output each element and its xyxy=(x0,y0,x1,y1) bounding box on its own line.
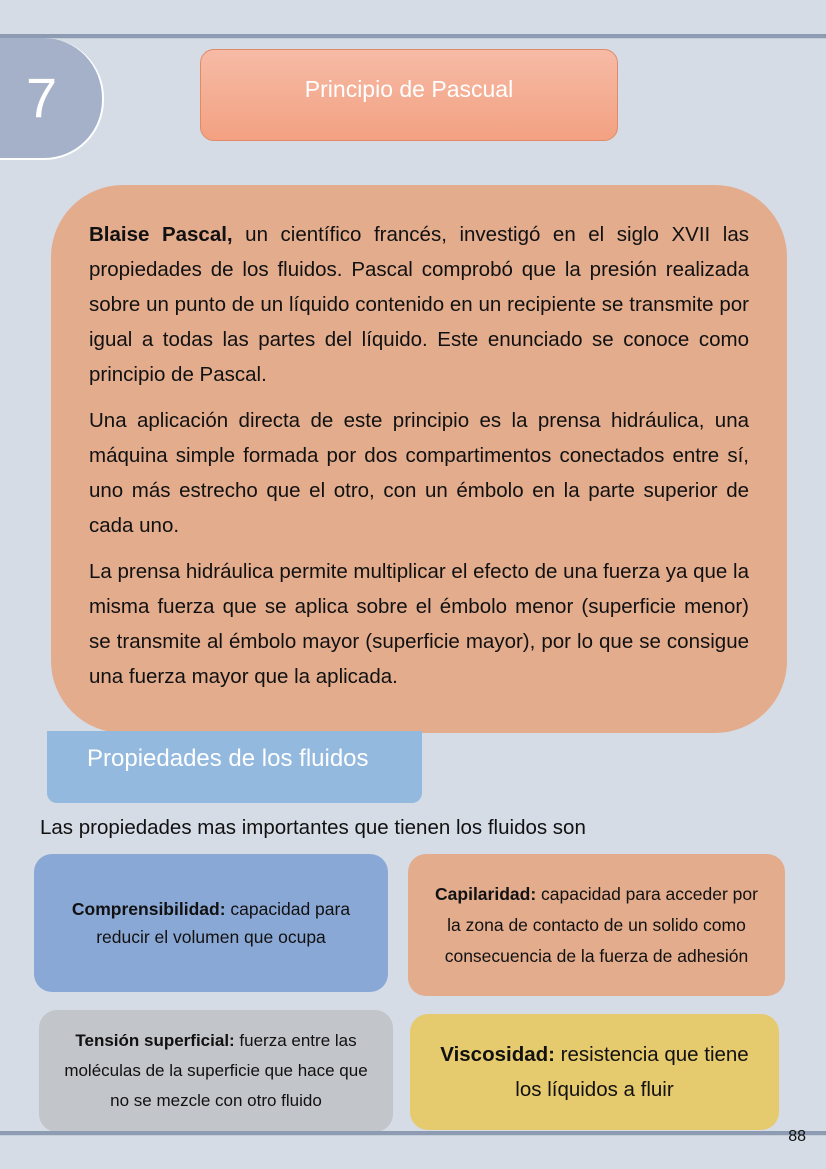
property-card-tension-superficial xyxy=(39,1010,393,1132)
intro-paragraph-2: Una aplicación directa de este principio es la prensa hidráulica, una máquina simple formada por dos compartimentos conectados entre sí, uno más estrecho que el otro, con un émbolo en la parte superior de cada uno. xyxy=(89,409,749,537)
property-card-capilaridad xyxy=(408,854,785,996)
property-term: Viscosidad: xyxy=(440,1043,555,1066)
section-intro-text: Las propiedades mas importantes que tienen los fluidos son xyxy=(40,816,586,839)
property-term: Tensión superficial: xyxy=(75,1031,235,1050)
intro-bold-name: Blaise Pascal, xyxy=(89,223,233,246)
property-card-viscosidad xyxy=(410,1014,779,1130)
property-definition: resistencia que tiene los líquidos a fluir xyxy=(515,1043,749,1101)
intro-paragraph-1 xyxy=(89,217,749,392)
page-number: 88 xyxy=(788,1128,806,1145)
top-divider xyxy=(0,34,826,39)
bottom-divider xyxy=(0,1131,826,1136)
property-card-comprensibilidad xyxy=(34,854,388,992)
page-title: Principio de Pascual xyxy=(200,49,618,141)
property-definition: fuerza entre las moléculas de la superficie que hace que no se mezcle con otro fluido xyxy=(64,1031,368,1110)
property-term: Capilaridad: xyxy=(435,883,537,904)
property-term: Comprensibilidad: xyxy=(71,899,226,919)
intro-panel xyxy=(51,185,787,733)
property-definition: capacidad para acceder por la zona de contacto de un solido como consecuencia de la fuerza de adhesión xyxy=(444,883,758,966)
intro-paragraph-1-text: un científico francés, investigó en el siglo XVII las propiedades de los fluidos. Pascal comprobó que la presión realizada sobre un punto de un líquido contenido en un recipiente se transmite por igual a todas las partes del líquido. Este enunciado se conoce como principio de Pascal. xyxy=(89,223,749,386)
property-definition: capacidad para reducir el volumen que ocupa xyxy=(96,899,351,947)
section-heading: Propiedades de los fluidos xyxy=(47,731,422,803)
chapter-number-tab: 7 xyxy=(0,38,104,160)
intro-paragraph-3: La prensa hidráulica permite multiplicar el efecto de una fuerza ya que la misma fuerza que se aplica sobre el émbolo menor (superficie menor) se transmite al émbolo mayor (superficie mayor), por lo que se consigue una fuerza mayor que la aplicada. xyxy=(89,560,749,688)
